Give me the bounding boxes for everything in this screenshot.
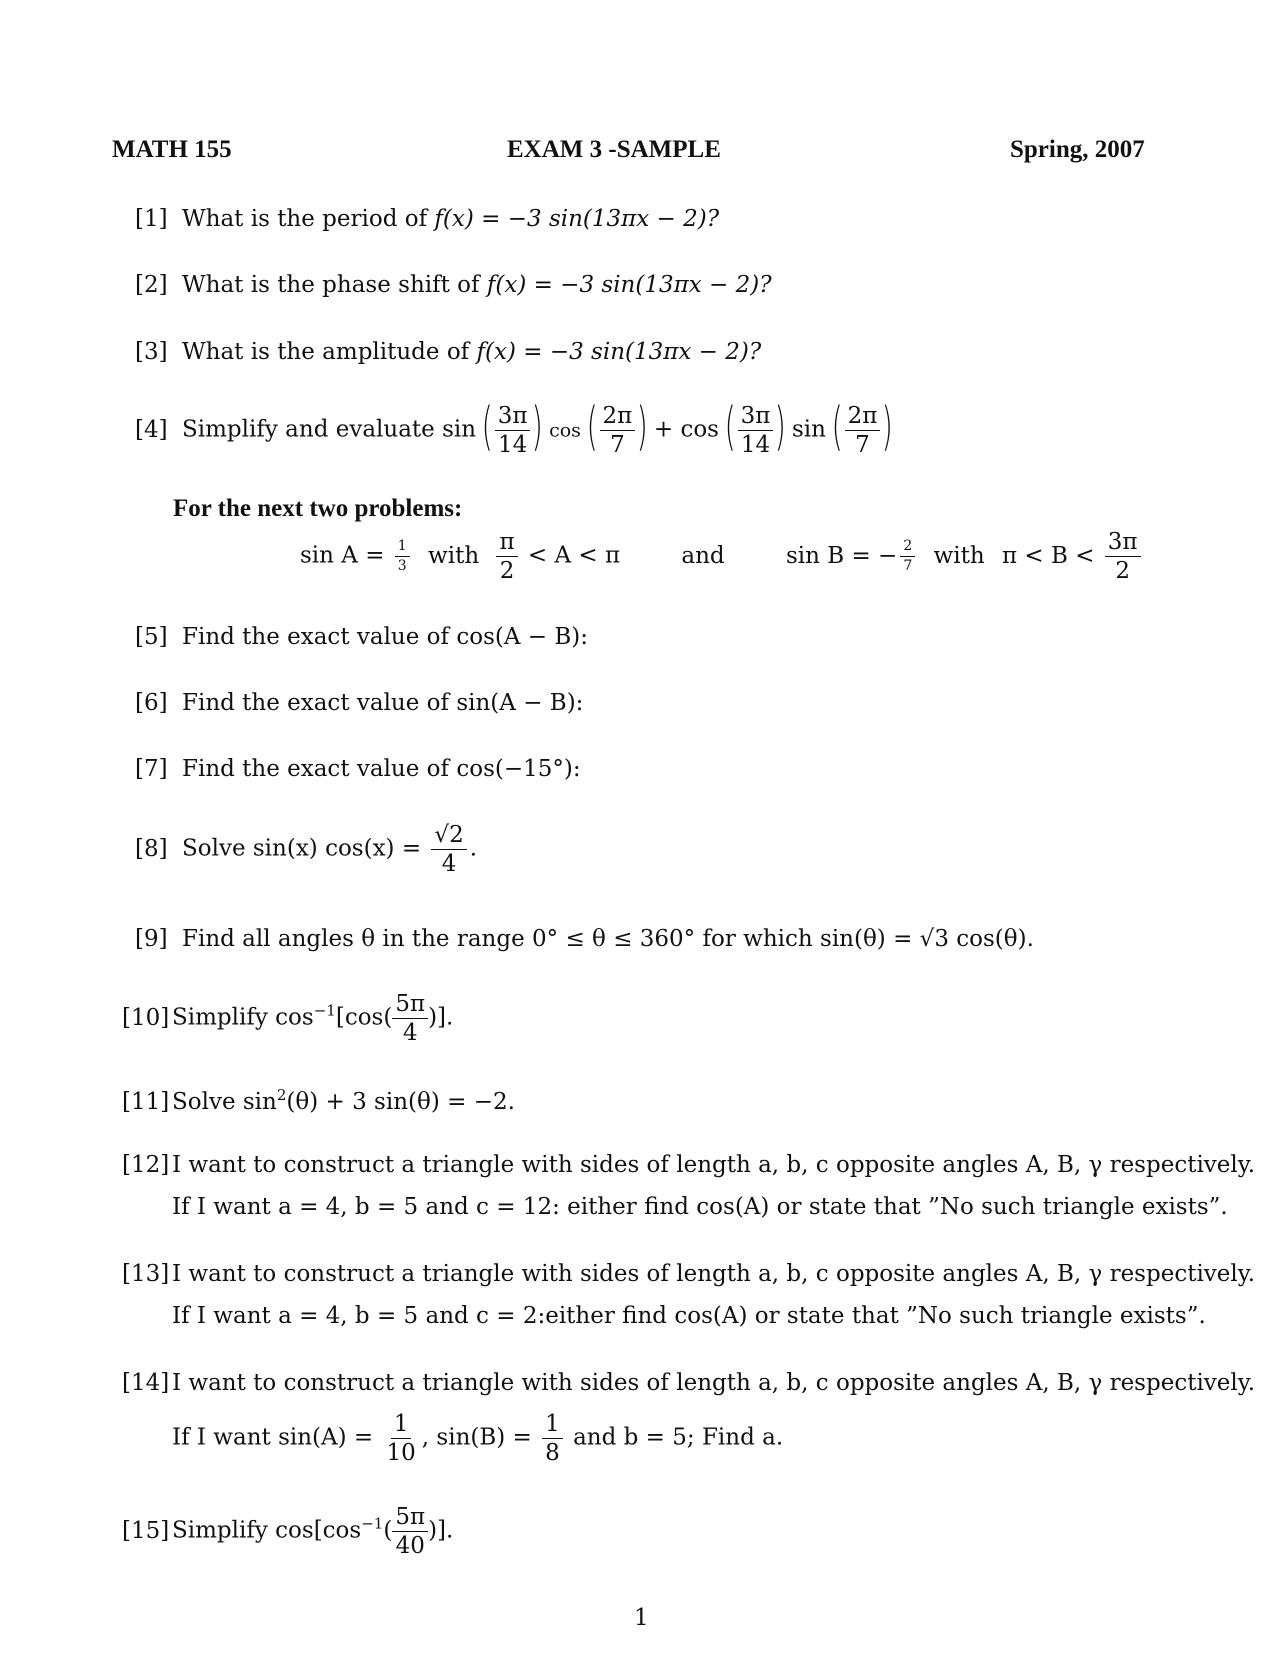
problem-text: Find the exact value of cos(−15°): (182, 756, 581, 782)
numerator: 1 (395, 539, 410, 557)
denominator: 8 (545, 1440, 560, 1467)
problem-6 (135, 692, 583, 715)
problem-12-line-2: If I want a = 4, b = 5 and c = 12: either find cos(A) or state that ”No such triangle exists”. (172, 1194, 1228, 1220)
numerator: 3π (738, 404, 774, 431)
numerator: 1 (542, 1412, 563, 1439)
problem-number: [4] (135, 416, 168, 443)
problem-number: [6] (135, 690, 168, 716)
denominator: 3 (397, 558, 407, 575)
problem-number: [11] (122, 1089, 170, 1115)
denominator: 2 (499, 558, 515, 585)
sin-label: sin (791, 416, 826, 443)
numerator: π (496, 530, 517, 557)
problem-10 (122, 992, 453, 1045)
exam-title: EXAM 3 -SAMPLE (507, 136, 721, 163)
pre-text: If I want sin(A) = (172, 1424, 374, 1451)
problem-9 (135, 928, 1034, 951)
problem-13 (122, 1263, 1255, 1286)
fraction (431, 823, 466, 876)
problem-number: [3] (135, 339, 168, 365)
fraction (395, 539, 410, 573)
denominator: 4 (402, 1020, 418, 1047)
denominator: 2 (1115, 558, 1130, 585)
fraction (542, 1412, 563, 1465)
course-title: MATH 155 (112, 136, 232, 163)
fraction (495, 404, 531, 457)
with-word: with (428, 542, 480, 569)
problem-text: Simplify cos[cos (172, 1517, 362, 1544)
close-paren: )]. (428, 1517, 454, 1544)
denominator: 7 (610, 432, 625, 459)
mid-text: , sin(B) = (421, 1424, 532, 1451)
problem-8: [8] Solve sin(x) cos(x) = $\frac{√2}{4}$ . (135, 822, 478, 878)
fraction (738, 404, 774, 457)
open-paren: [cos( (335, 1004, 393, 1031)
numerator: 5π (392, 1505, 428, 1532)
problem-3 (135, 341, 761, 364)
problem-text: What is the amplitude of (182, 339, 470, 365)
problem-text: Find the exact value of sin(A − B): (182, 690, 584, 716)
numerator: 1 (391, 1412, 412, 1439)
problem-line-1: I want to construct a triangle with sides of length a, b, c opposite angles A, B, γ respectively. (172, 1261, 1256, 1287)
problem-number: [2] (135, 272, 168, 298)
problem-formula: f(x) = −3 sin(13πx − 2)? (476, 339, 762, 365)
numerator: √2 (431, 823, 466, 850)
page-number: 1 (634, 1605, 649, 1631)
problem-text: Solve sin (172, 1089, 277, 1115)
fraction (900, 539, 915, 573)
denominator: 7 (855, 432, 870, 459)
numerator: 2 (900, 539, 915, 557)
problem-number: [15] (122, 1517, 170, 1544)
problem-text: What is the period of (182, 206, 428, 232)
problem-number: [9] (135, 926, 168, 952)
denominator: 7 (903, 558, 913, 575)
problem-12 (122, 1154, 1255, 1177)
and-word: and (681, 542, 725, 569)
denominator: 40 (395, 1533, 425, 1560)
close-paren: )]. (428, 1004, 454, 1031)
post-text: and b = 5; Find a. (573, 1424, 784, 1451)
open-paren: ( (383, 1517, 393, 1544)
problem-line-1: I want to construct a triangle with sides of length a, b, c opposite angles A, B, γ respectively. (172, 1152, 1256, 1178)
superscript: −1 (313, 1001, 336, 1020)
denominator: 10 (386, 1440, 416, 1467)
cos-label: cos (549, 419, 581, 442)
fraction (392, 1505, 428, 1558)
sin-label: sin (442, 416, 477, 443)
denominator: 14 (497, 432, 528, 459)
section-heading: For the next two problems: (173, 495, 463, 522)
superscript: −1 (361, 1514, 384, 1533)
term-label: Spring, 2007 (1010, 136, 1145, 163)
problem-number: [13] (122, 1261, 170, 1287)
numerator: 5π (392, 992, 428, 1019)
problem-15 (122, 1505, 453, 1558)
problem-text: Find all angles θ in the range 0° ≤ θ ≤ 360° for which sin(θ) = √3 cos(θ). (182, 926, 1034, 952)
fraction (384, 1412, 419, 1465)
problem-1 (135, 208, 719, 231)
problem-text: What is the phase shift of (182, 272, 480, 298)
problem-number: [1] (135, 206, 168, 232)
sin-a: sin A = (300, 542, 385, 569)
denominator: 4 (441, 851, 457, 878)
problem-2 (135, 274, 772, 297)
numerator: 2π (845, 404, 881, 431)
problem-text: Find the exact value of cos(A − B): (182, 624, 588, 650)
numerator: 3π (495, 404, 531, 431)
sin-b: sin B = − (785, 542, 898, 569)
plus-cos-label: + cos (653, 416, 719, 443)
problem-line-1: I want to construct a triangle with sides of length a, b, c opposite angles A, B, γ respectively. (172, 1370, 1256, 1396)
fraction (600, 404, 636, 457)
given-conditions (300, 530, 1144, 583)
problem-14-line-2 (172, 1412, 783, 1465)
fraction (845, 404, 881, 457)
fraction (1105, 530, 1141, 583)
numerator: 2π (600, 404, 636, 431)
problem-5 (135, 626, 588, 649)
problem-13-line-2: If I want a = 4, b = 5 and c = 2:either find cos(A) or state that ”No such triangle exists”. (172, 1303, 1206, 1329)
denominator: 14 (740, 432, 771, 459)
problem-formula: f(x) = −3 sin(13πx − 2)? (434, 206, 720, 232)
problem-text: Simplify cos (172, 1004, 314, 1031)
problem-number: [8] (135, 835, 168, 862)
problem-number: [12] (122, 1152, 170, 1178)
range-a: < A < π (527, 542, 621, 569)
problem-formula: f(x) = −3 sin(13πx − 2)? (486, 272, 772, 298)
range-b: π < B < (1001, 542, 1095, 569)
problem-rest: (θ) + 3 sin(θ) = −2. (286, 1089, 515, 1115)
problem-number: [10] (122, 1004, 170, 1031)
problem-14 (122, 1372, 1255, 1395)
problem-11 (122, 1088, 515, 1114)
fraction (496, 530, 517, 583)
with-word: with (933, 542, 985, 569)
problem-text: Simplify and evaluate (182, 416, 435, 443)
problem-4: [4] Simplify and evaluate sin ( $\frac{3\pi}{14}$ ) cos ( $\frac{2\pi}{7}$ ) + cos ( $\frac{3\pi}{14}$ ) sin ( $\frac{2\pi}{7}$ ) (135, 396, 894, 459)
numerator: 3π (1105, 530, 1141, 557)
problem-7 (135, 758, 581, 781)
problem-number: [14] (122, 1370, 170, 1396)
superscript: 2 (276, 1086, 287, 1104)
problem-number: [7] (135, 756, 168, 782)
problem-text: Solve sin(x) cos(x) = (182, 835, 422, 862)
fraction (392, 992, 428, 1045)
problem-number: [5] (135, 624, 168, 650)
